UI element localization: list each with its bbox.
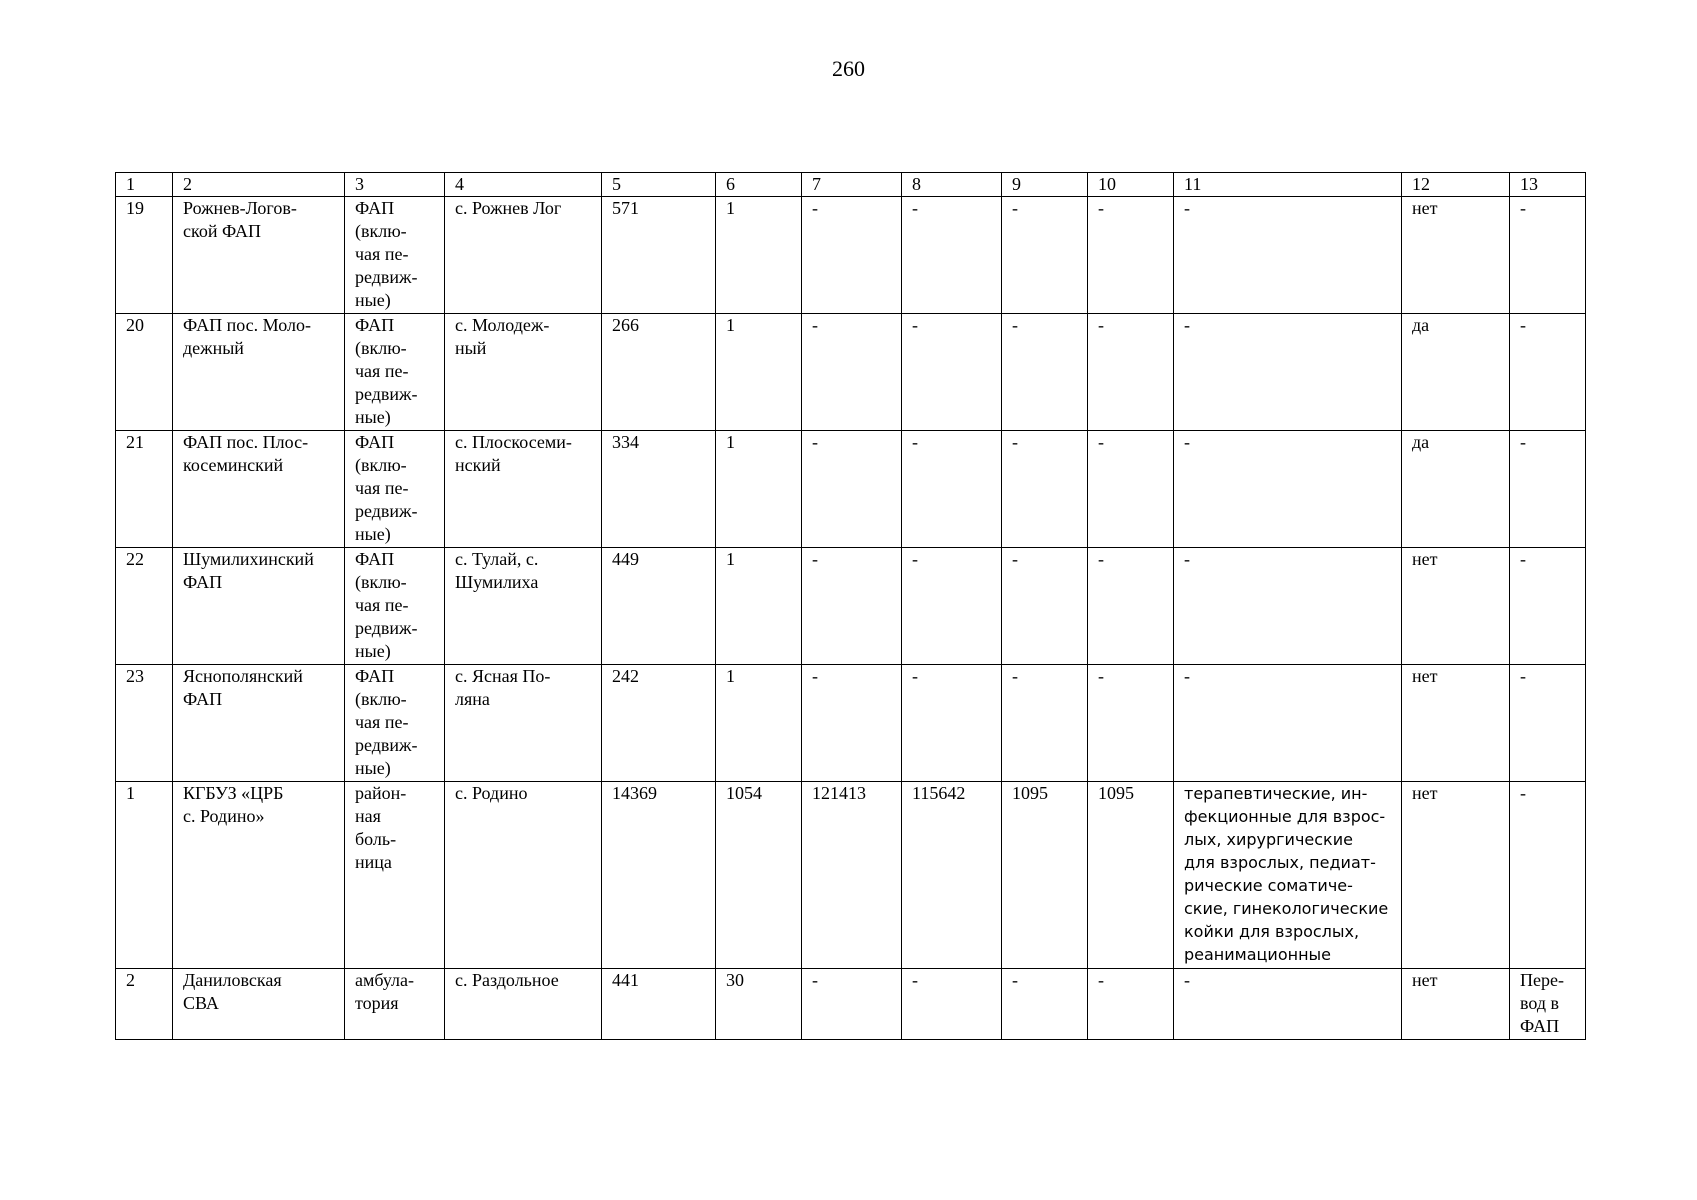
header-cell-2: 2 [173, 173, 345, 197]
facility-type: ФАП (вклю- чая пе- редвиж- ные) [345, 431, 445, 548]
facility-location: с. Тулай, с. Шумилиха [445, 548, 602, 665]
cell-col-10: - [1088, 665, 1174, 782]
cell-col-5: 14369 [602, 782, 716, 969]
cell-col-5: 571 [602, 197, 716, 314]
cell-col-5: 334 [602, 431, 716, 548]
header-cell-9: 9 [1002, 173, 1088, 197]
facility-type: ФАП (вклю- чая пе- редвиж- ные) [345, 197, 445, 314]
cell-col-5: 441 [602, 969, 716, 1040]
table-row [116, 969, 1586, 1040]
cell-col-10: 1095 [1088, 782, 1174, 969]
facility-name: ФАП пос. Моло- дежный [173, 314, 345, 431]
cell-col-9: - [1002, 548, 1088, 665]
bed-profiles: - [1174, 969, 1402, 1040]
cell-col-13: - [1510, 548, 1586, 665]
cell-col-7: - [802, 548, 902, 665]
cell-col-10: - [1088, 431, 1174, 548]
cell-col-7: 121413 [802, 782, 902, 969]
cell-col-6: 1 [716, 197, 802, 314]
row-number: 23 [116, 665, 173, 782]
facility-type: район- ная боль- ница [345, 782, 445, 969]
cell-col-13: - [1510, 665, 1586, 782]
facility-type: амбула- тория [345, 969, 445, 1040]
facility-location: с. Рожнев Лог [445, 197, 602, 314]
cell-col-7: - [802, 431, 902, 548]
row-number: 2 [116, 969, 173, 1040]
cell-col-6: 1054 [716, 782, 802, 969]
facility-location: с. Молодеж- ный [445, 314, 602, 431]
cell-col-13: Пере- вод в ФАП [1510, 969, 1586, 1040]
facility-name: Даниловская СВА [173, 969, 345, 1040]
cell-col-8: - [902, 969, 1002, 1040]
header-cell-11: 11 [1174, 173, 1402, 197]
cell-col-12: нет [1402, 665, 1510, 782]
facility-name: Рожнев-Логов- ской ФАП [173, 197, 345, 314]
cell-col-5: 242 [602, 665, 716, 782]
cell-col-8: - [902, 665, 1002, 782]
cell-col-5: 449 [602, 548, 716, 665]
cell-col-9: - [1002, 665, 1088, 782]
facility-location: с. Ясная По- ляна [445, 665, 602, 782]
cell-col-6: 30 [716, 969, 802, 1040]
facility-name: ФАП пос. Плос- косеминский [173, 431, 345, 548]
header-cell-3: 3 [345, 173, 445, 197]
header-cell-12: 12 [1402, 173, 1510, 197]
cell-col-12: нет [1402, 782, 1510, 969]
row-number: 20 [116, 314, 173, 431]
cell-col-12: да [1402, 314, 1510, 431]
cell-col-5: 266 [602, 314, 716, 431]
column-number-header [116, 173, 1586, 197]
facility-location: с. Плоскосеми- нский [445, 431, 602, 548]
cell-col-10: - [1088, 197, 1174, 314]
header-cell-10: 10 [1088, 173, 1174, 197]
cell-col-12: нет [1402, 197, 1510, 314]
cell-col-6: 1 [716, 548, 802, 665]
header-cell-8: 8 [902, 173, 1002, 197]
cell-col-8: - [902, 548, 1002, 665]
row-number: 19 [116, 197, 173, 314]
facilities-table [115, 172, 1586, 1040]
facility-location: с. Раздольное [445, 969, 602, 1040]
header-cell-5: 5 [602, 173, 716, 197]
cell-col-6: 1 [716, 665, 802, 782]
cell-col-10: - [1088, 314, 1174, 431]
facility-type: ФАП (вклю- чая пе- редвиж- ные) [345, 314, 445, 431]
row-number: 22 [116, 548, 173, 665]
table-row [116, 665, 1586, 782]
table-row [116, 548, 1586, 665]
facility-location: с. Родино [445, 782, 602, 969]
cell-col-10: - [1088, 969, 1174, 1040]
bed-profiles: - [1174, 665, 1402, 782]
cell-col-6: 1 [716, 314, 802, 431]
cell-col-13: - [1510, 431, 1586, 548]
page-number: 260 [832, 56, 865, 81]
facility-name: КГБУЗ «ЦРБ с. Родино» [173, 782, 345, 969]
row-number: 1 [116, 782, 173, 969]
cell-col-9: 1095 [1002, 782, 1088, 969]
cell-col-8: - [902, 431, 1002, 548]
bed-profiles: - [1174, 197, 1402, 314]
cell-col-7: - [802, 314, 902, 431]
header-cell-7: 7 [802, 173, 902, 197]
bed-profiles: - [1174, 314, 1402, 431]
cell-col-10: - [1088, 548, 1174, 665]
facility-type: ФАП (вклю- чая пе- редвиж- ные) [345, 665, 445, 782]
facility-name: Шумилихинский ФАП [173, 548, 345, 665]
header-cell-1: 1 [116, 173, 173, 197]
cell-col-9: - [1002, 197, 1088, 314]
cell-col-8: - [902, 197, 1002, 314]
cell-col-7: - [802, 969, 902, 1040]
cell-col-13: - [1510, 314, 1586, 431]
row-number: 21 [116, 431, 173, 548]
bed-profiles: - [1174, 548, 1402, 665]
cell-col-8: 115642 [902, 782, 1002, 969]
bed-profiles: - [1174, 431, 1402, 548]
table-row [116, 431, 1586, 548]
table-row [116, 314, 1586, 431]
cell-col-12: нет [1402, 969, 1510, 1040]
facility-name: Яснополянский ФАП [173, 665, 345, 782]
bed-profiles: терапевтические, ин- фекционные для взрос- лых, хирургические для взрослых, педиат- рические соматиче- ские, гинекологические койки для взрослых, реанимационные [1174, 782, 1402, 969]
table-row [116, 782, 1586, 969]
header-cell-6: 6 [716, 173, 802, 197]
facility-type: ФАП (вклю- чая пе- редвиж- ные) [345, 548, 445, 665]
cell-col-12: нет [1402, 548, 1510, 665]
cell-col-9: - [1002, 431, 1088, 548]
cell-col-13: - [1510, 197, 1586, 314]
cell-col-9: - [1002, 969, 1088, 1040]
cell-col-13: - [1510, 782, 1586, 969]
cell-col-6: 1 [716, 431, 802, 548]
cell-col-9: - [1002, 314, 1088, 431]
cell-col-7: - [802, 197, 902, 314]
cell-col-12: да [1402, 431, 1510, 548]
cell-col-8: - [902, 314, 1002, 431]
table-row [116, 197, 1586, 314]
header-cell-4: 4 [445, 173, 602, 197]
header-cell-13: 13 [1510, 173, 1586, 197]
cell-col-7: - [802, 665, 902, 782]
header-row [116, 173, 1586, 197]
